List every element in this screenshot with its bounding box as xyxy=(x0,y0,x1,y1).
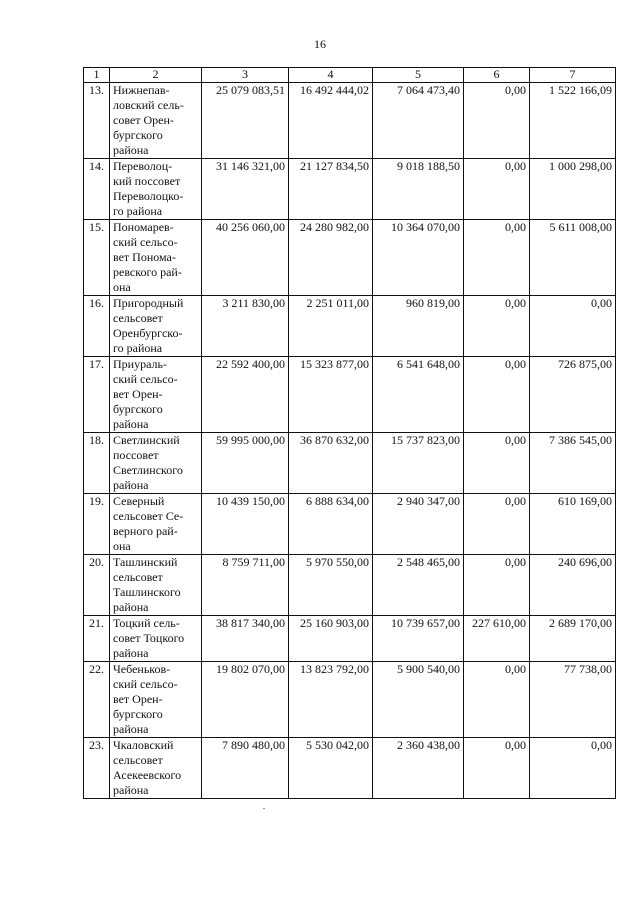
amount-cell: 5 900 540,00 xyxy=(373,662,464,738)
table-header-row xyxy=(84,68,616,83)
column-header: 1 xyxy=(84,68,110,83)
row-number-cell: 14. xyxy=(84,159,110,220)
amount-cell: 0,00 xyxy=(464,662,530,738)
table-row xyxy=(84,220,616,296)
amount-cell: 7 386 545,00 xyxy=(530,433,616,494)
municipality-name-cell: Тоцкий сель- совет Тоцкого района xyxy=(110,616,202,662)
amount-cell: 19 802 070,00 xyxy=(202,662,289,738)
municipality-name-cell: Ташлинский сельсовет Ташлинского района xyxy=(110,555,202,616)
amount-cell: 2 548 465,00 xyxy=(373,555,464,616)
row-number-cell: 15. xyxy=(84,220,110,296)
amount-cell: 0,00 xyxy=(464,738,530,799)
table-row xyxy=(84,83,616,159)
table-row xyxy=(84,296,616,357)
row-number-cell: 20. xyxy=(84,555,110,616)
amount-cell: 2 251 011,00 xyxy=(289,296,373,357)
table-row xyxy=(84,159,616,220)
amount-cell: 10 739 657,00 xyxy=(373,616,464,662)
municipality-name-cell: Нижнепав- ловский сель- совет Орен- бургского района xyxy=(110,83,202,159)
amount-cell: 9 018 188,50 xyxy=(373,159,464,220)
amount-cell: 1 522 166,09 xyxy=(530,83,616,159)
row-number-cell: 16. xyxy=(84,296,110,357)
municipality-name-cell: Переволоц- кий поссовет Переволоцко- го района xyxy=(110,159,202,220)
amount-cell: 0,00 xyxy=(464,555,530,616)
column-header: 2 xyxy=(110,68,202,83)
row-number-cell: 22. xyxy=(84,662,110,738)
amount-cell: 6 888 634,00 xyxy=(289,494,373,555)
table-row xyxy=(84,433,616,494)
amount-cell: 2 689 170,00 xyxy=(530,616,616,662)
amount-cell: 22 592 400,00 xyxy=(202,357,289,433)
amount-cell: 610 169,00 xyxy=(530,494,616,555)
amount-cell: 2 360 438,00 xyxy=(373,738,464,799)
row-number-cell: 18. xyxy=(84,433,110,494)
row-number-cell: 13. xyxy=(84,83,110,159)
amount-cell: 0,00 xyxy=(530,738,616,799)
column-header: 6 xyxy=(464,68,530,83)
amount-cell: 1 000 298,00 xyxy=(530,159,616,220)
column-header: 5 xyxy=(373,68,464,83)
municipality-name-cell: Светлинский поссовет Светлинского района xyxy=(110,433,202,494)
amount-cell: 3 211 830,00 xyxy=(202,296,289,357)
page-number: 16 xyxy=(314,37,326,51)
amount-cell: 16 492 444,02 xyxy=(289,83,373,159)
amount-cell: 38 817 340,00 xyxy=(202,616,289,662)
amount-cell: 0,00 xyxy=(530,296,616,357)
amount-cell: 21 127 834,50 xyxy=(289,159,373,220)
municipality-name-cell: Чкаловский сельсовет Асекеевского района xyxy=(110,738,202,799)
amount-cell: 13 823 792,00 xyxy=(289,662,373,738)
municipality-name-cell: Пригородный сельсовет Оренбургско- го района xyxy=(110,296,202,357)
amount-cell: 10 364 070,00 xyxy=(373,220,464,296)
amount-cell: 59 995 000,00 xyxy=(202,433,289,494)
municipality-name-cell: Чебеньков- ский сельсо- вет Орен- бургского района xyxy=(110,662,202,738)
table-row xyxy=(84,738,616,799)
amount-cell: 8 759 711,00 xyxy=(202,555,289,616)
amount-cell: 25 160 903,00 xyxy=(289,616,373,662)
table-row xyxy=(84,494,616,555)
amount-cell: 10 439 150,00 xyxy=(202,494,289,555)
amount-cell: 0,00 xyxy=(464,159,530,220)
amount-cell: 24 280 982,00 xyxy=(289,220,373,296)
amount-cell: 0,00 xyxy=(464,83,530,159)
amount-cell: 7 890 480,00 xyxy=(202,738,289,799)
budget-table xyxy=(83,67,616,799)
municipality-name-cell: Северный сельсовет Се- верного рай- она xyxy=(110,494,202,555)
column-header: 7 xyxy=(530,68,616,83)
amount-cell: 5 611 008,00 xyxy=(530,220,616,296)
amount-cell: 40 256 060,00 xyxy=(202,220,289,296)
table-row xyxy=(84,357,616,433)
column-header: 4 xyxy=(289,68,373,83)
amount-cell: 15 737 823,00 xyxy=(373,433,464,494)
amount-cell: 36 870 632,00 xyxy=(289,433,373,494)
amount-cell: 0,00 xyxy=(464,357,530,433)
amount-cell: 0,00 xyxy=(464,296,530,357)
municipality-name-cell: Приураль- ский сельсо- вет Орен- бургского района xyxy=(110,357,202,433)
row-number-cell: 17. xyxy=(84,357,110,433)
amount-cell: 2 940 347,00 xyxy=(373,494,464,555)
table-row xyxy=(84,555,616,616)
amount-cell: 15 323 877,00 xyxy=(289,357,373,433)
amount-cell: 25 079 083,51 xyxy=(202,83,289,159)
amount-cell: 960 819,00 xyxy=(373,296,464,357)
column-header: 3 xyxy=(202,68,289,83)
table-row xyxy=(84,616,616,662)
amount-cell: 240 696,00 xyxy=(530,555,616,616)
row-number-cell: 19. xyxy=(84,494,110,555)
amount-cell: 7 064 473,40 xyxy=(373,83,464,159)
amount-cell: 0,00 xyxy=(464,433,530,494)
scan-mark xyxy=(263,808,265,809)
amount-cell: 0,00 xyxy=(464,220,530,296)
municipality-name-cell: Пономарев- ский сельсо- вет Понома- ревского рай- она xyxy=(110,220,202,296)
amount-cell: 5 530 042,00 xyxy=(289,738,373,799)
amount-cell: 227 610,00 xyxy=(464,616,530,662)
row-number-cell: 21. xyxy=(84,616,110,662)
amount-cell: 77 738,00 xyxy=(530,662,616,738)
table-row xyxy=(84,662,616,738)
amount-cell: 5 970 550,00 xyxy=(289,555,373,616)
amount-cell: 726 875,00 xyxy=(530,357,616,433)
amount-cell: 31 146 321,00 xyxy=(202,159,289,220)
row-number-cell: 23. xyxy=(84,738,110,799)
amount-cell: 6 541 648,00 xyxy=(373,357,464,433)
amount-cell: 0,00 xyxy=(464,494,530,555)
